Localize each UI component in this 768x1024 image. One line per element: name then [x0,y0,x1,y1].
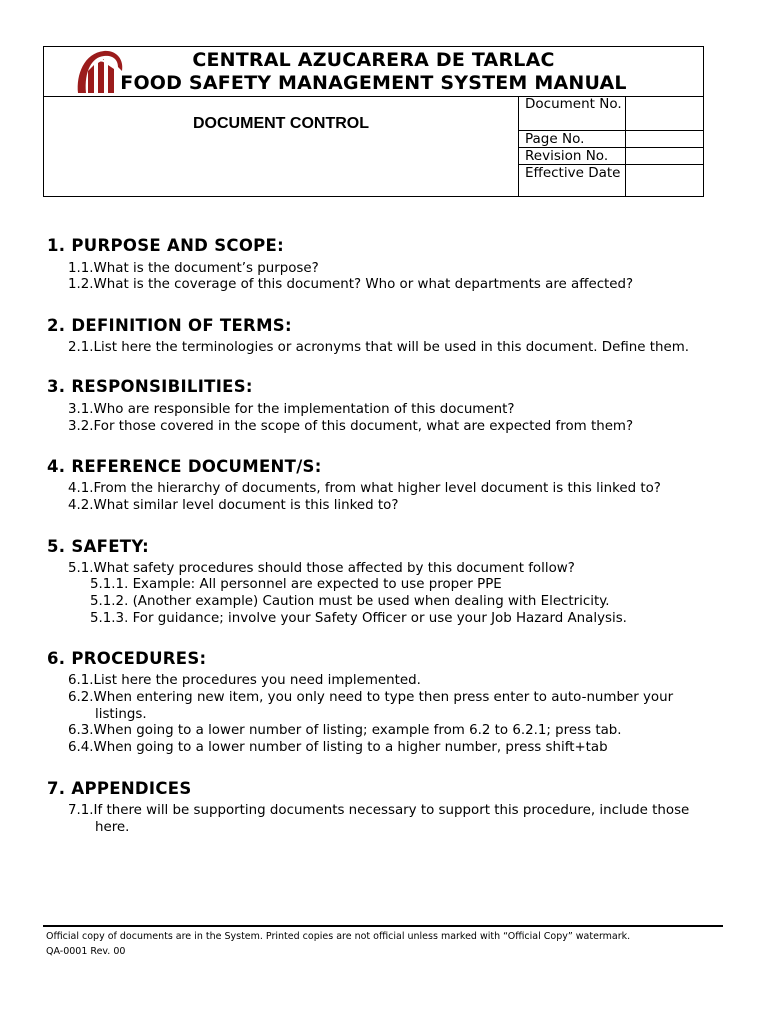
header-title-row [44,47,703,97]
section-reference-documents [47,457,322,477]
manual-title: FOOD SAFETY MANAGEMENT SYSTEM MANUAL [120,72,627,94]
document-title: DOCUMENT CONTROL [193,115,369,132]
list-item: 6.2.When entering new item, you only need to type then press enter to auto-number your [68,690,674,705]
meta-value [626,131,704,147]
document-meta-grid [518,96,704,197]
meta-label: Effective Date [518,165,626,197]
meta-row-effective-date [518,164,704,197]
meta-row-page-no [518,130,704,147]
list-item: 7.1.If there will be supporting documents necessary to support this procedure, include those [68,803,690,818]
section-heading: 6. PROCEDURES: [47,649,207,668]
list-item: 5.1.2. (Another example) Caution must be used when dealing with Electricity. [90,594,610,609]
section-heading: 4. REFERENCE DOCUMENT/S: [47,457,322,476]
list-item: 5.1.What safety procedures should those affected by this document follow? [68,561,575,576]
list-item: 1.2.What is the coverage of this document? Who or what departments are affected? [68,277,634,292]
section-procedures [47,649,206,669]
meta-row-revision-no [518,147,704,164]
section-appendices [47,779,192,799]
list-item: 6.4.When going to a lower number of listing to a higher number, press shift+tab [68,740,608,755]
section-heading: 2. DEFINITION OF TERMS: [47,316,292,335]
footer-note: Official copy of documents are in the System. Printed copies are not official unless marked with “Official Copy” watermark. [46,931,631,942]
list-item: 3.2.For those covered in the scope of this document, what are expected from them? [68,419,634,434]
list-item: 5.1.1. Example: All personnel are expected to use proper PPE [90,577,502,592]
list-item: 3.1.Who are responsible for the implementation of this document? [68,402,515,417]
list-item: 6.1.List here the procedures you need implemented. [68,673,421,688]
meta-label: Revision No. [518,148,626,164]
section-heading: 5. SAFETY: [47,537,150,556]
document-header-table [43,46,704,197]
list-item: 6.3.When going to a lower number of listing; example from 6.2 to 6.2.1; press tab. [68,723,622,738]
list-item: 4.2.What similar level document is this linked to? [68,498,399,513]
list-item: 2.1.List here the terminologies or acronyms that will be used in this document. Define them. [68,340,690,355]
meta-label: Document No. [518,96,626,130]
section-purpose-and-scope [47,236,284,256]
section-heading: 1. PURPOSE AND SCOPE: [47,236,285,255]
list-item: 4.1.From the hierarchy of documents, from what higher level document is this linked to? [68,481,661,496]
company-name: CENTRAL AZUCARERA DE TARLAC [192,49,555,71]
meta-label: Page No. [518,131,626,147]
meta-row-document-no [518,96,704,130]
list-item-continuation: here. [95,820,130,835]
section-definition-of-terms [47,316,292,336]
meta-value [626,148,704,164]
list-item: 1.1.What is the document’s purpose? [68,261,319,276]
list-item-continuation: listings. [95,707,147,722]
meta-value [626,165,704,197]
section-heading: 3. RESPONSIBILITIES: [47,377,253,396]
section-safety [47,537,149,557]
meta-value [626,96,704,130]
list-item: 5.1.3. For guidance; involve your Safety Officer or use your Job Hazard Analysis. [90,611,627,626]
footer-divider [43,925,723,927]
footer-document-code: QA-0001 Rev. 00 [46,946,126,957]
section-responsibilities [47,377,253,397]
section-heading: 7. APPENDICES [47,779,192,798]
